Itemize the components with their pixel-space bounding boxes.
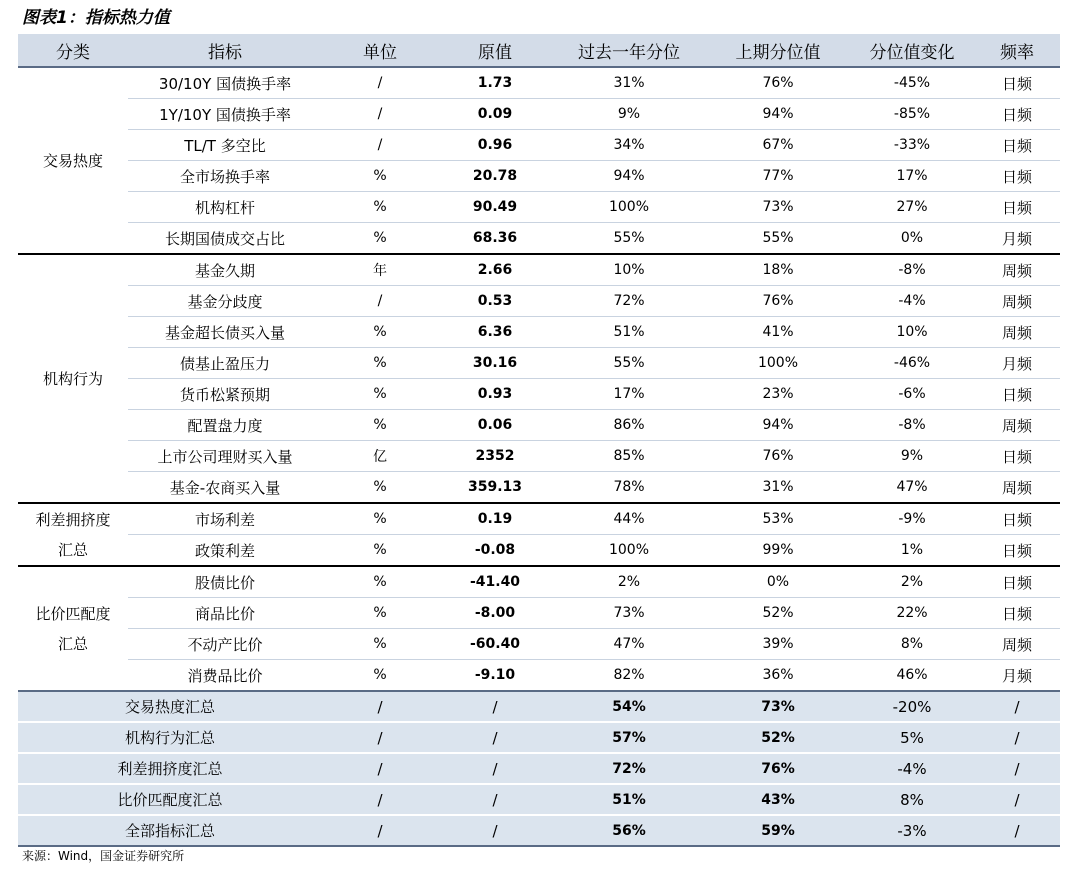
indicator-cell: 市场利差	[128, 503, 322, 535]
prev-percentile-cell: 18%	[706, 254, 850, 286]
summary-change-cell: 5%	[850, 722, 974, 753]
prev-percentile-cell: 67%	[706, 130, 850, 161]
summary-frequency-cell: /	[974, 722, 1060, 753]
indicator-cell: 1Y/10Y 国债换手率	[128, 99, 322, 130]
percentile-change-cell: 17%	[850, 161, 974, 192]
prev-percentile-cell: 23%	[706, 379, 850, 410]
unit-cell: /	[322, 67, 438, 99]
table-row	[18, 598, 1060, 629]
category-label: 汇总	[57, 540, 88, 559]
value-cell: 2352	[438, 441, 552, 472]
unit-cell: %	[322, 192, 438, 223]
unit-cell: %	[322, 223, 438, 255]
year-percentile-cell: 78%	[552, 472, 706, 504]
indicator-cell: 消费品比价	[128, 660, 322, 692]
summary-name-cell: 全部指标汇总	[18, 815, 322, 846]
frequency-cell: 日频	[974, 535, 1060, 567]
indicator-cell: 商品比价	[128, 598, 322, 629]
table-row	[18, 410, 1060, 441]
summary-value-cell: /	[438, 784, 552, 815]
percentile-change-cell: -33%	[850, 130, 974, 161]
header-row	[18, 34, 1060, 67]
year-percentile-cell: 44%	[552, 503, 706, 535]
summary-change-cell: 8%	[850, 784, 974, 815]
frequency-cell: 日频	[974, 598, 1060, 629]
summary-value-cell: /	[438, 691, 552, 722]
frequency-cell: 月频	[974, 660, 1060, 692]
summary-value-cell: /	[438, 815, 552, 846]
table-row	[18, 566, 1060, 598]
prev-percentile-cell: 0%	[706, 566, 850, 598]
summary-row	[18, 784, 1060, 815]
frequency-cell: 月频	[974, 348, 1060, 379]
percentile-change-cell: 27%	[850, 192, 974, 223]
table-row	[18, 286, 1060, 317]
prev-percentile-cell: 31%	[706, 472, 850, 504]
indicator-cell: 基金-农商买入量	[128, 472, 322, 504]
frequency-cell: 日频	[974, 99, 1060, 130]
value-cell: 1.73	[438, 67, 552, 99]
indicator-cell: 债基止盈压力	[128, 348, 322, 379]
frequency-cell: 周频	[974, 254, 1060, 286]
frequency-cell: 月频	[974, 223, 1060, 255]
indicator-cell: 机构杠杆	[128, 192, 322, 223]
percentile-change-cell: 0%	[850, 223, 974, 255]
indicator-cell: 配置盘力度	[128, 410, 322, 441]
percentile-change-cell: 1%	[850, 535, 974, 567]
indicator-cell: 长期国债成交占比	[128, 223, 322, 255]
summary-name-cell: 比价匹配度汇总	[18, 784, 322, 815]
percentile-change-cell: -6%	[850, 379, 974, 410]
unit-cell: %	[322, 566, 438, 598]
frequency-cell: 周频	[974, 410, 1060, 441]
year-percentile-cell: 2%	[552, 566, 706, 598]
unit-cell: %	[322, 472, 438, 504]
summary-change-cell: -20%	[850, 691, 974, 722]
indicator-cell: 全市场换手率	[128, 161, 322, 192]
indicator-cell: 30/10Y 国债换手率	[128, 67, 322, 99]
summary-prev-percentile-cell: 52%	[706, 722, 850, 753]
value-cell: 90.49	[438, 192, 552, 223]
value-cell: 0.96	[438, 130, 552, 161]
percentile-change-cell: -8%	[850, 254, 974, 286]
unit-cell: 年	[322, 254, 438, 286]
indicator-cell: 基金久期	[128, 254, 322, 286]
header-indicator: 指标	[128, 34, 322, 67]
header-value: 原值	[438, 34, 552, 67]
percentile-change-cell: 47%	[850, 472, 974, 504]
table-row	[18, 660, 1060, 692]
value-cell: 0.53	[438, 286, 552, 317]
summary-unit-cell: /	[322, 722, 438, 753]
unit-cell: %	[322, 317, 438, 348]
prev-percentile-cell: 52%	[706, 598, 850, 629]
value-cell: 0.93	[438, 379, 552, 410]
summary-unit-cell: /	[322, 784, 438, 815]
unit-cell: 亿	[322, 441, 438, 472]
frequency-cell: 周频	[974, 629, 1060, 660]
summary-change-cell: -4%	[850, 753, 974, 784]
year-percentile-cell: 55%	[552, 223, 706, 255]
year-percentile-cell: 100%	[552, 192, 706, 223]
unit-cell: %	[322, 410, 438, 441]
unit-cell: /	[322, 286, 438, 317]
summary-row	[18, 753, 1060, 784]
unit-cell: %	[322, 598, 438, 629]
year-percentile-cell: 100%	[552, 535, 706, 567]
summary-prev-percentile-cell: 43%	[706, 784, 850, 815]
indicator-cell: 不动产比价	[128, 629, 322, 660]
prev-percentile-cell: 99%	[706, 535, 850, 567]
value-cell: 30.16	[438, 348, 552, 379]
indicator-heat-table	[18, 34, 1060, 847]
unit-cell: %	[322, 629, 438, 660]
frequency-cell: 日频	[974, 161, 1060, 192]
indicator-cell: 股债比价	[128, 566, 322, 598]
table-row	[18, 67, 1060, 99]
prev-percentile-cell: 36%	[706, 660, 850, 692]
table-row	[18, 192, 1060, 223]
indicator-cell: 上市公司理财买入量	[128, 441, 322, 472]
summary-unit-cell: /	[322, 753, 438, 784]
summary-row	[18, 691, 1060, 722]
summary-year-percentile-cell: 72%	[552, 753, 706, 784]
year-percentile-cell: 72%	[552, 286, 706, 317]
value-cell: -0.08	[438, 535, 552, 567]
year-percentile-cell: 55%	[552, 348, 706, 379]
unit-cell: %	[322, 348, 438, 379]
header-prev-percentile: 上期分位值	[706, 34, 850, 67]
summary-row	[18, 815, 1060, 846]
header-year-percentile: 过去一年分位	[552, 34, 706, 67]
prev-percentile-cell: 94%	[706, 99, 850, 130]
header-frequency: 频率	[974, 34, 1060, 67]
table-row	[18, 161, 1060, 192]
prev-percentile-cell: 73%	[706, 192, 850, 223]
percentile-change-cell: 8%	[850, 629, 974, 660]
year-percentile-cell: 94%	[552, 161, 706, 192]
table-row	[18, 223, 1060, 255]
category-label: 机构行为	[42, 369, 103, 388]
unit-cell: %	[322, 379, 438, 410]
unit-cell: /	[322, 99, 438, 130]
value-cell: 2.66	[438, 254, 552, 286]
table-row	[18, 99, 1060, 130]
indicator-cell: 基金分歧度	[128, 286, 322, 317]
category-cell	[18, 566, 128, 691]
value-cell: 68.36	[438, 223, 552, 255]
value-cell: 20.78	[438, 161, 552, 192]
percentile-change-cell: -8%	[850, 410, 974, 441]
value-cell: -41.40	[438, 566, 552, 598]
year-percentile-cell: 10%	[552, 254, 706, 286]
frequency-cell: 周频	[974, 286, 1060, 317]
indicator-cell: 政策利差	[128, 535, 322, 567]
table-row	[18, 348, 1060, 379]
indicator-cell: 货币松紧预期	[128, 379, 322, 410]
year-percentile-cell: 86%	[552, 410, 706, 441]
summary-prev-percentile-cell: 76%	[706, 753, 850, 784]
value-cell: 0.06	[438, 410, 552, 441]
summary-name-cell: 交易热度汇总	[18, 691, 322, 722]
frequency-cell: 日频	[974, 67, 1060, 99]
year-percentile-cell: 47%	[552, 629, 706, 660]
value-cell: 0.09	[438, 99, 552, 130]
unit-cell: /	[322, 130, 438, 161]
category-label: 交易热度	[42, 151, 103, 170]
header-category: 分类	[18, 34, 128, 67]
table-row	[18, 379, 1060, 410]
indicator-cell: TL/T 多空比	[128, 130, 322, 161]
summary-year-percentile-cell: 56%	[552, 815, 706, 846]
unit-cell: %	[322, 503, 438, 535]
summary-unit-cell: /	[322, 815, 438, 846]
percentile-change-cell: -4%	[850, 286, 974, 317]
summary-prev-percentile-cell: 73%	[706, 691, 850, 722]
prev-percentile-cell: 76%	[706, 67, 850, 99]
category-label: 比价匹配度	[35, 604, 111, 623]
category-cell	[18, 67, 128, 254]
source-note: 来源：Wind，国金证券研究所	[22, 849, 185, 863]
summary-value-cell: /	[438, 753, 552, 784]
percentile-change-cell: -9%	[850, 503, 974, 535]
table-row	[18, 130, 1060, 161]
summary-frequency-cell: /	[974, 753, 1060, 784]
indicator-cell: 基金超长债买入量	[128, 317, 322, 348]
unit-cell: %	[322, 535, 438, 567]
year-percentile-cell: 73%	[552, 598, 706, 629]
value-cell: 6.36	[438, 317, 552, 348]
year-percentile-cell: 34%	[552, 130, 706, 161]
summary-prev-percentile-cell: 59%	[706, 815, 850, 846]
figure-title: 图表1：指标热力值	[22, 8, 170, 28]
category-cell	[18, 254, 128, 503]
percentile-change-cell: 2%	[850, 566, 974, 598]
unit-cell: %	[322, 660, 438, 692]
summary-frequency-cell: /	[974, 784, 1060, 815]
percentile-change-cell: -45%	[850, 67, 974, 99]
category-label: 汇总	[57, 634, 88, 653]
summary-value-cell: /	[438, 722, 552, 753]
table-row	[18, 535, 1060, 567]
frequency-cell: 周频	[974, 472, 1060, 504]
table-row	[18, 503, 1060, 535]
category-cell	[18, 503, 128, 566]
percentile-change-cell: -85%	[850, 99, 974, 130]
unit-cell: %	[322, 161, 438, 192]
table-row	[18, 441, 1060, 472]
frequency-cell: 日频	[974, 379, 1060, 410]
frequency-cell: 日频	[974, 130, 1060, 161]
year-percentile-cell: 82%	[552, 660, 706, 692]
table-row	[18, 472, 1060, 504]
prev-percentile-cell: 76%	[706, 441, 850, 472]
value-cell: -8.00	[438, 598, 552, 629]
summary-year-percentile-cell: 51%	[552, 784, 706, 815]
frequency-cell: 日频	[974, 192, 1060, 223]
value-cell: -60.40	[438, 629, 552, 660]
summary-year-percentile-cell: 54%	[552, 691, 706, 722]
prev-percentile-cell: 39%	[706, 629, 850, 660]
percentile-change-cell: 9%	[850, 441, 974, 472]
summary-row	[18, 722, 1060, 753]
frequency-cell: 日频	[974, 441, 1060, 472]
prev-percentile-cell: 41%	[706, 317, 850, 348]
value-cell: -9.10	[438, 660, 552, 692]
value-cell: 359.13	[438, 472, 552, 504]
percentile-change-cell: 46%	[850, 660, 974, 692]
table-row	[18, 254, 1060, 286]
percentile-change-cell: 22%	[850, 598, 974, 629]
summary-frequency-cell: /	[974, 691, 1060, 722]
summary-name-cell: 利差拥挤度汇总	[18, 753, 322, 784]
table-row	[18, 317, 1060, 348]
table-row	[18, 629, 1060, 660]
year-percentile-cell: 9%	[552, 99, 706, 130]
summary-frequency-cell: /	[974, 815, 1060, 846]
prev-percentile-cell: 53%	[706, 503, 850, 535]
summary-unit-cell: /	[322, 691, 438, 722]
year-percentile-cell: 51%	[552, 317, 706, 348]
category-label: 利差拥挤度	[35, 510, 111, 529]
frequency-cell: 日频	[974, 503, 1060, 535]
year-percentile-cell: 85%	[552, 441, 706, 472]
frequency-cell: 日频	[974, 566, 1060, 598]
prev-percentile-cell: 100%	[706, 348, 850, 379]
summary-name-cell: 机构行为汇总	[18, 722, 322, 753]
prev-percentile-cell: 55%	[706, 223, 850, 255]
year-percentile-cell: 31%	[552, 67, 706, 99]
prev-percentile-cell: 94%	[706, 410, 850, 441]
summary-year-percentile-cell: 57%	[552, 722, 706, 753]
frequency-cell: 周频	[974, 317, 1060, 348]
header-unit: 单位	[322, 34, 438, 67]
value-cell: 0.19	[438, 503, 552, 535]
percentile-change-cell: -46%	[850, 348, 974, 379]
header-percentile-change: 分位值变化	[850, 34, 974, 67]
prev-percentile-cell: 77%	[706, 161, 850, 192]
percentile-change-cell: 10%	[850, 317, 974, 348]
prev-percentile-cell: 76%	[706, 286, 850, 317]
summary-change-cell: -3%	[850, 815, 974, 846]
year-percentile-cell: 17%	[552, 379, 706, 410]
